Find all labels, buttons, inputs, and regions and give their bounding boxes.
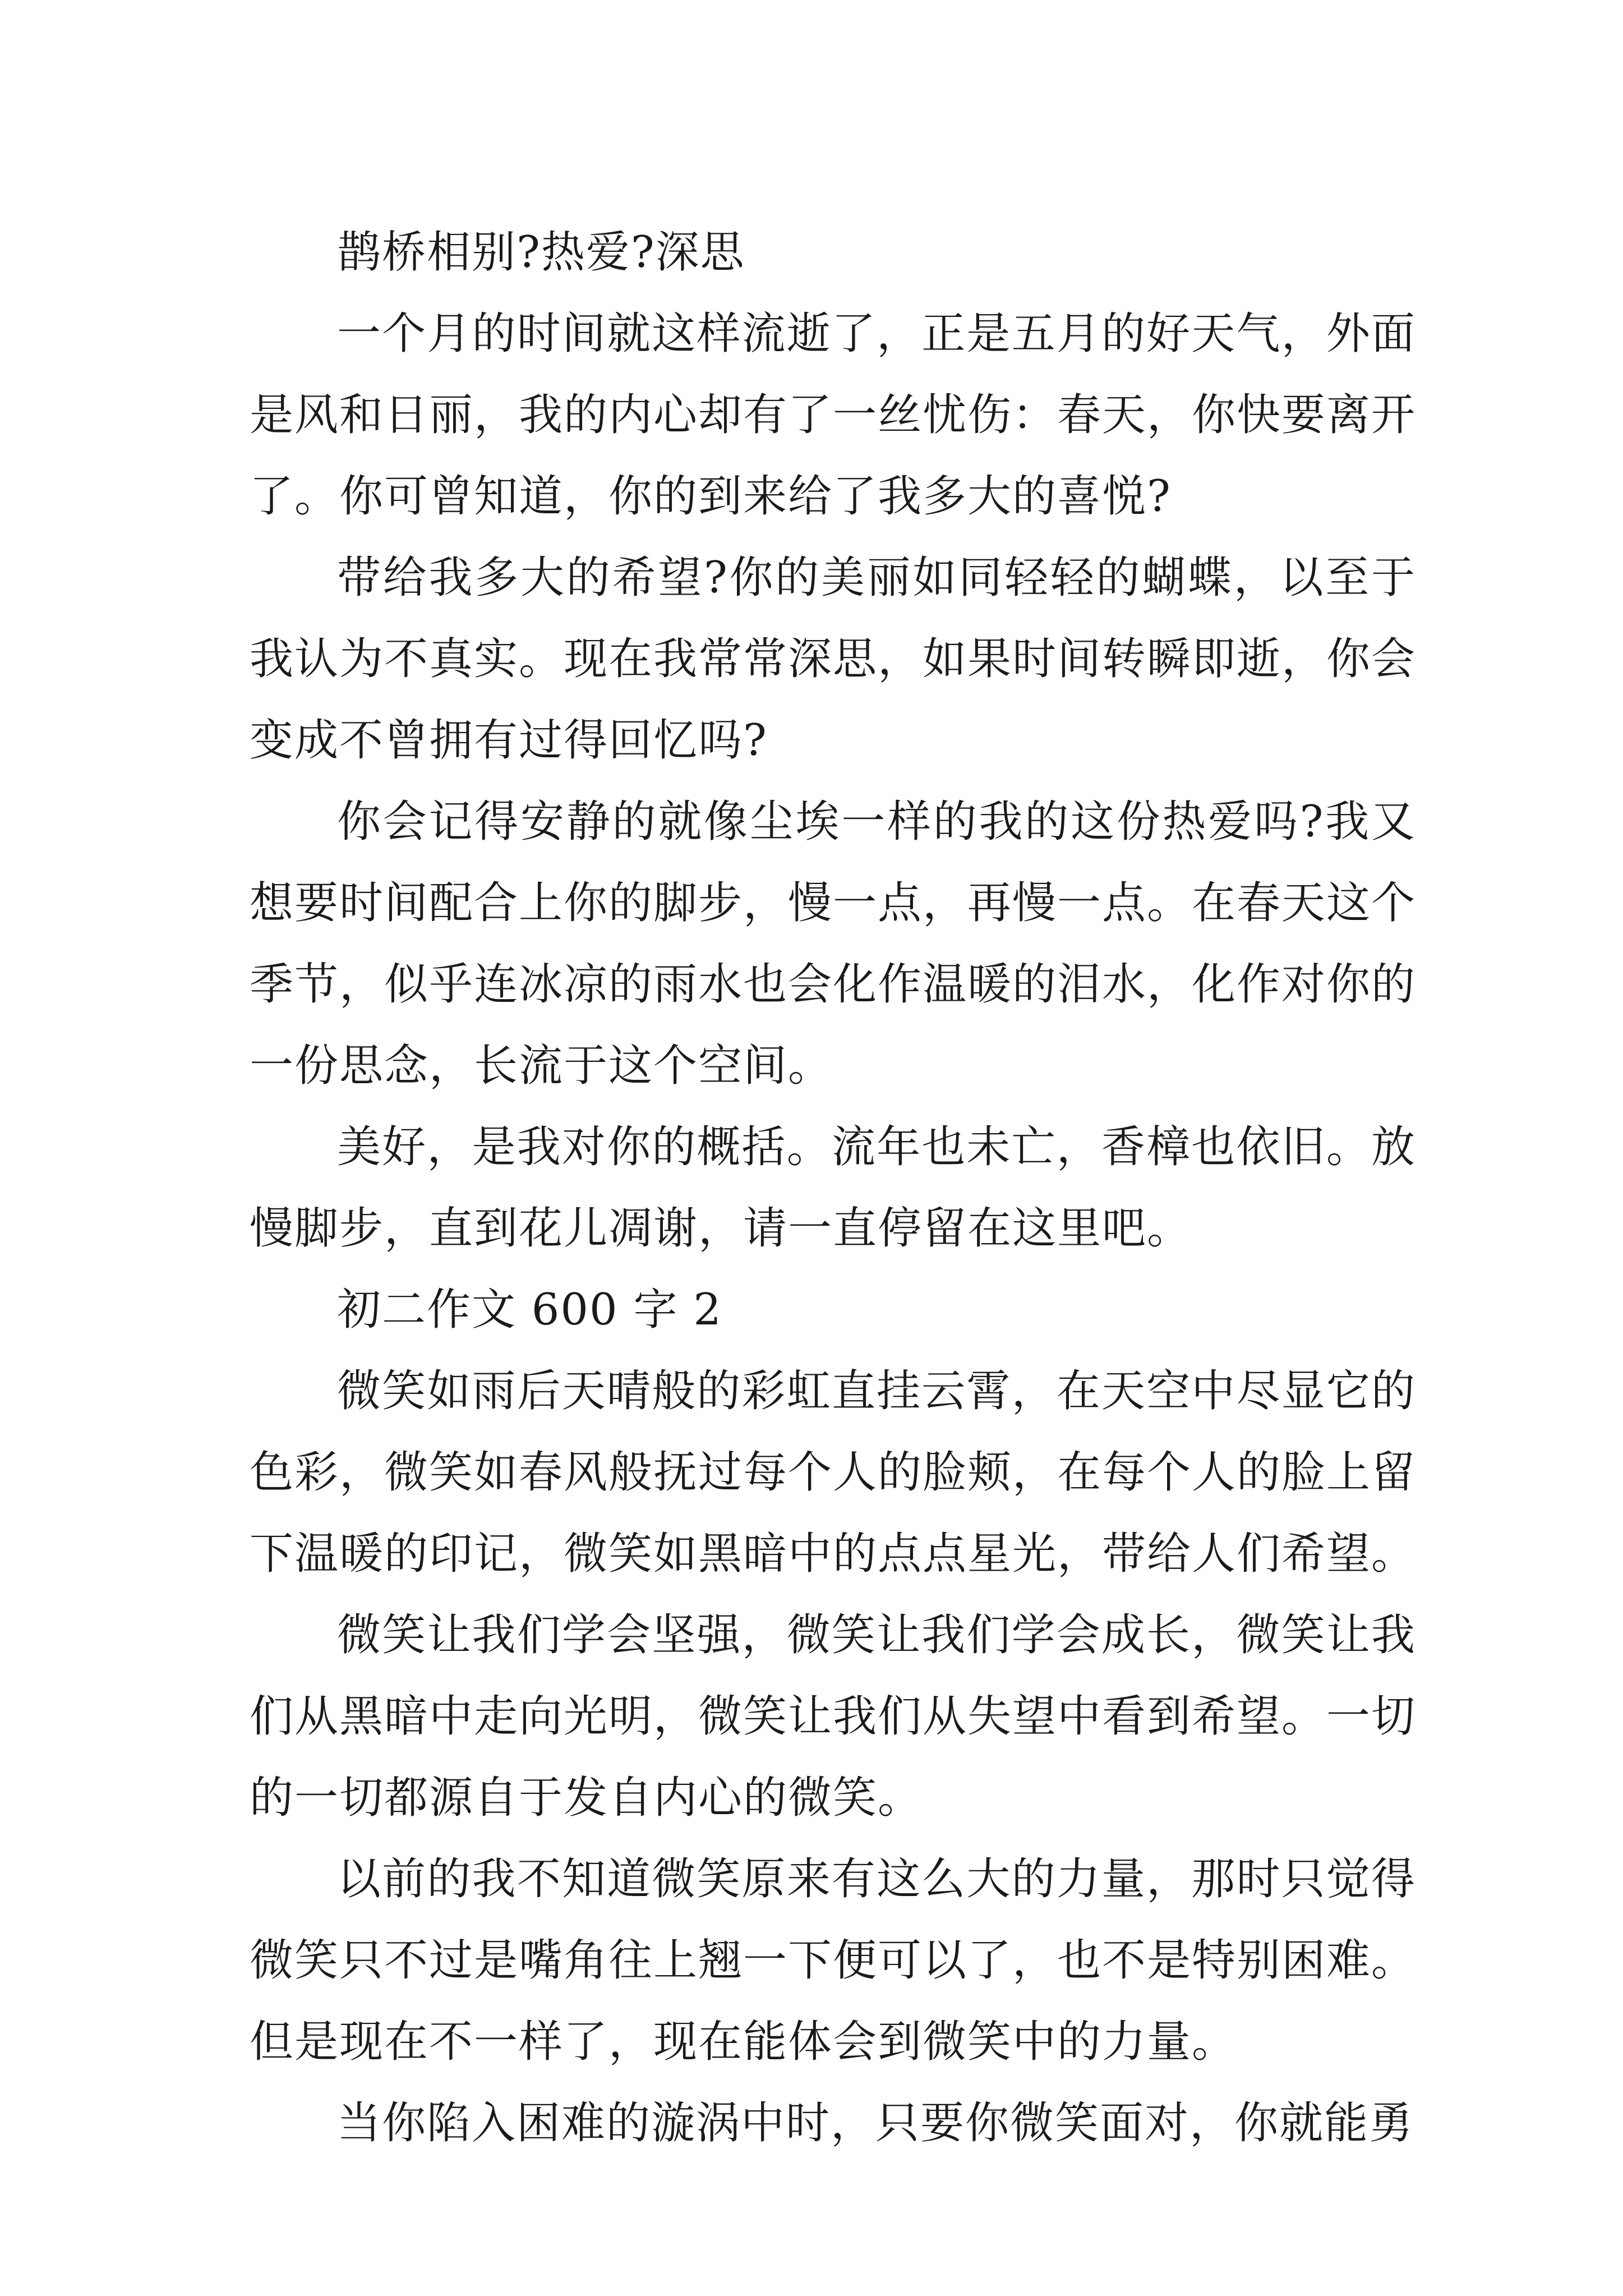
section-title: 初二作文 600 字 2 [337, 1285, 722, 1335]
paragraph: 微笑让我们学会坚强，微笑让我们学会成长，微笑让我们从黑暗中走向光明，微笑让我们从失望中看到希望。一切的一切都源自于发自内心的微笑。 [250, 1610, 1417, 1823]
paragraph: 一个月的时间就这样流逝了，正是五月的好天气，外面是风和日丽，我的内心却有了一丝忧伤：春天，你快要离开了。你可曾知道，你的到来给了我多大的喜悦? [250, 309, 1417, 522]
paragraph: 当你陷入困难的漩涡中时，只要你微笑面对，你就能勇 [337, 2098, 1414, 2148]
essay-body [250, 212, 1416, 2164]
paragraph: 带给我多大的希望?你的美丽如同轻轻的蝴蝶，以至于我认为不真实。现在我常常深思，如果时间转瞬即逝，你会变成不曾拥有过得回忆吗? [250, 553, 1417, 766]
heading-line: 鹊桥相别?热爱?深思 [337, 227, 745, 278]
paragraph: 以前的我不知道微笑原来有这么大的力量，那时只觉得微笑只不过是嘴角往上翘一下便可以了，也不是特别困难。但是现在不一样了，现在能体会到微笑中的力量。 [250, 1854, 1417, 2067]
paragraph: 你会记得安静的就像尘埃一样的我的这份热爱吗?我又想要时间配合上你的脚步，慢一点，再慢一点。在春天这个季节，似乎连冰凉的雨水也会化作温暖的泪水，化作对你的一份思念，长流于这个空间。 [250, 797, 1417, 1091]
paragraph: 美好，是我对你的概括。流年也未亡，香樟也依旧。放慢脚步，直到花儿凋谢，请一直停留在这里吧。 [250, 1122, 1416, 1254]
paragraph: 微笑如雨后天晴般的彩虹直挂云霄，在天空中尽显它的色彩，微笑如春风般抚过每个人的脸颊，在每个人的脸上留下温暖的印记，微笑如黑暗中的点点星光，带给人们希望。 [250, 1366, 1417, 1579]
